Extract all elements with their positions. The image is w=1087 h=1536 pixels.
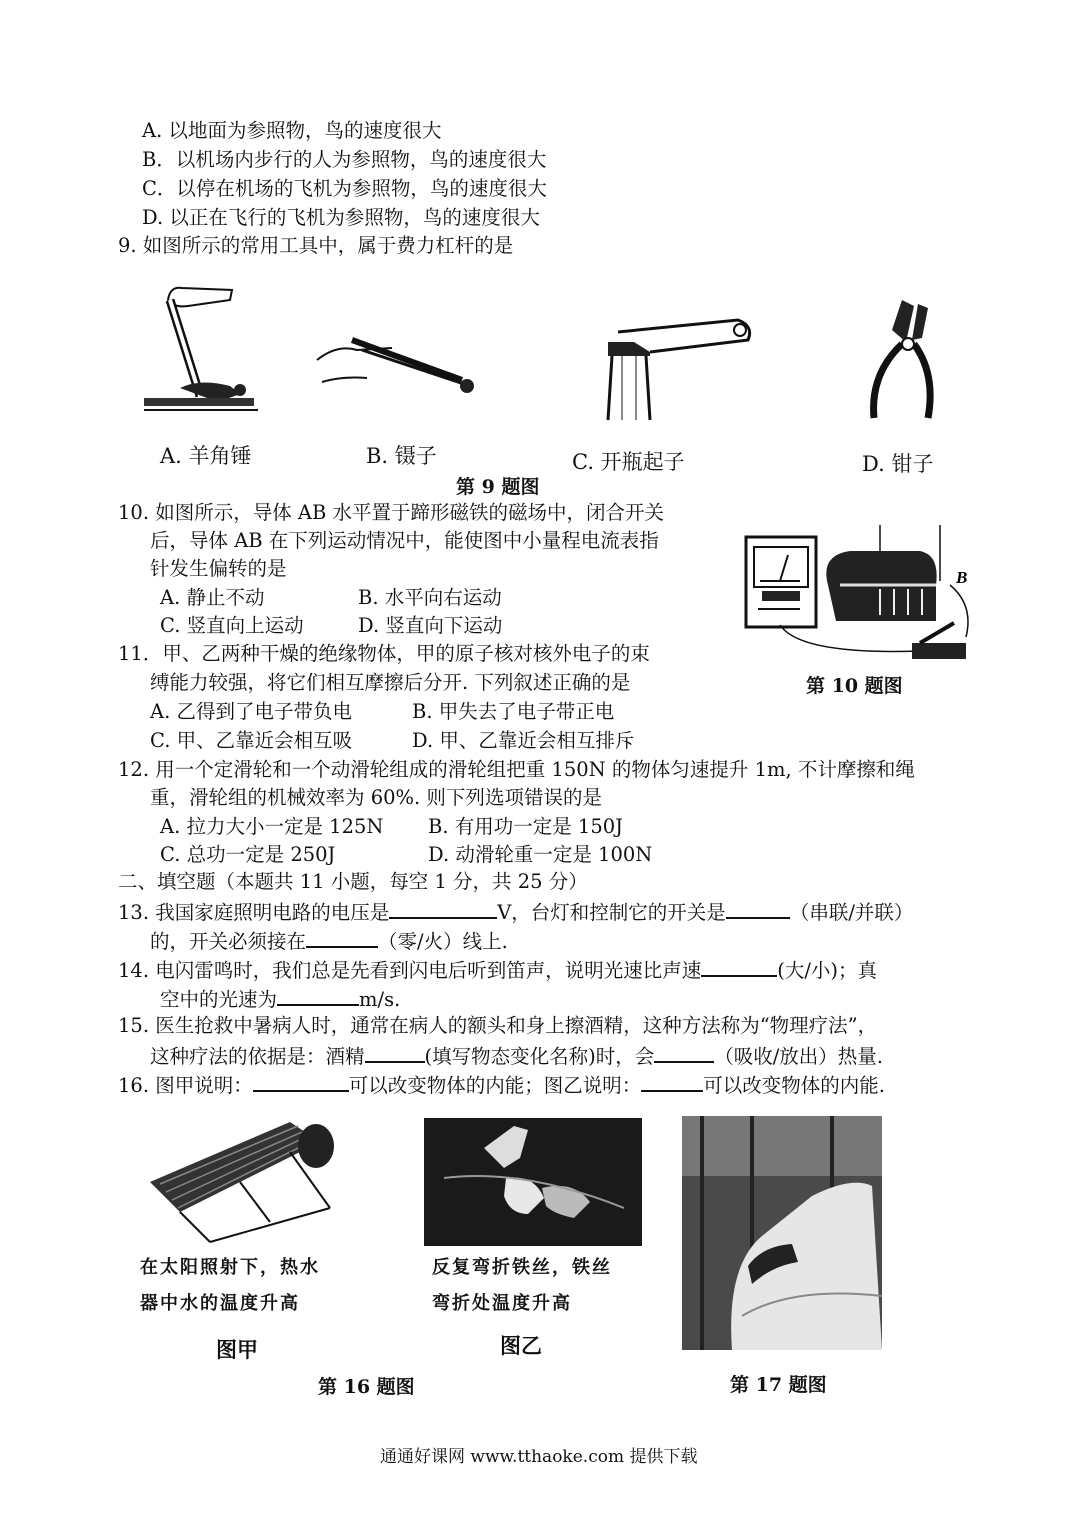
q17-caption: 第 17 题图 xyxy=(730,1374,827,1396)
q16-blank-1[interactable] xyxy=(253,1072,349,1092)
q13-blank-1[interactable] xyxy=(389,899,497,919)
q10-option-b: B. 水平向右运动 xyxy=(358,586,502,609)
q14-text-4: m/s. xyxy=(359,988,401,1011)
q9-label-d: D. 钳子 xyxy=(862,452,934,476)
q8-option-a: A. 以地面为参照物，鸟的速度很大 xyxy=(142,119,442,142)
q16-jia-label: 图甲 xyxy=(216,1337,258,1362)
page-footer: 通通好课网 www.tthaoke.com 提供下载 xyxy=(380,1447,698,1467)
hands-bending-wire-figure xyxy=(424,1118,642,1246)
q15-text-3: （吸收/放出）热量. xyxy=(714,1045,884,1068)
q13-line-2 xyxy=(150,928,508,954)
q13-text-5: （零/火）线上. xyxy=(378,930,508,953)
q10-option-a: A. 静止不动 xyxy=(160,586,265,609)
q16-caption: 第 16 题图 xyxy=(318,1376,415,1398)
fig10-label-b: B xyxy=(956,568,968,587)
q9-label-b: B. 镊子 xyxy=(366,444,437,468)
q9-stem: 9. 如图所示的常用工具中，属于费力杠杆的是 xyxy=(118,234,514,257)
section-2-heading: 二、填空题（本题共 11 小题，每空 1 分，共 25 分） xyxy=(118,870,588,893)
q15-line-1: 15. 医生抢救中暑病人时，通常在病人的额头和身上擦酒精，这种方法称为“物理疗法”， xyxy=(118,1014,878,1037)
q13-blank-3[interactable] xyxy=(306,928,378,948)
pliers-figure xyxy=(862,294,942,424)
q12-option-a: A. 拉力大小一定是 125N xyxy=(160,815,384,838)
q16-jia-text-2: 器中水的温度升高 xyxy=(140,1293,300,1314)
q12-stem-2: 重，滑轮组的机械效率为 60%. 则下列选项错误的是 xyxy=(150,786,602,809)
q15-blank-1[interactable] xyxy=(365,1043,425,1063)
q10-stem-1: 10. 如图所示，导体 AB 水平置于蹄形磁铁的磁场中，闭合开关 xyxy=(118,501,665,524)
solar-water-heater-figure xyxy=(140,1112,340,1252)
q11-option-a: A. 乙得到了电子带负电 xyxy=(150,700,352,723)
q16-jia-text-1: 在太阳照射下，热水 xyxy=(140,1257,320,1278)
q11-option-c: C. 甲、乙靠近会相互吸 xyxy=(150,729,353,752)
q14-text-1: 14. 电闪雷鸣时，我们总是先看到闪电后听到笛声，说明光速比声速 xyxy=(118,959,702,982)
q11-stem-1: 11．甲、乙两种干燥的绝缘物体，甲的原子核对核外电子的束 xyxy=(118,642,650,665)
q11-option-d: D. 甲、乙靠近会相互排斥 xyxy=(412,729,635,752)
q10-stem-3: 针发生偏转的是 xyxy=(150,557,287,580)
tweezers-figure xyxy=(312,320,487,400)
q13-text-2: V，台灯和控制它的开关是 xyxy=(497,901,726,924)
q14-text-3: 空中的光速为 xyxy=(160,988,278,1011)
train-figure xyxy=(682,1116,882,1350)
q14-line-1 xyxy=(118,957,877,983)
q16-yi-label: 图乙 xyxy=(500,1333,542,1358)
q16-text-3: 可以改变物体的内能. xyxy=(703,1074,885,1097)
q15-blank-2[interactable] xyxy=(654,1043,714,1063)
q16-text-1: 16. 图甲说明： xyxy=(118,1074,253,1097)
q10-caption: 第 10 题图 xyxy=(806,675,903,697)
q13-line-1 xyxy=(118,899,913,925)
q16-line xyxy=(118,1072,885,1098)
q8-option-b: B．以机场内步行的人为参照物，鸟的速度很大 xyxy=(142,148,547,171)
q10-stem-2: 后，导体 AB 在下列运动情况中，能使图中小量程电流表指 xyxy=(150,529,659,552)
q15-line-2 xyxy=(150,1043,883,1069)
q13-text-4: 的，开关必须接在 xyxy=(150,930,307,953)
q9-label-a: A. 羊角锤 xyxy=(160,444,252,468)
claw-hammer-figure xyxy=(140,278,270,418)
q8-option-c: C．以停在机场的飞机为参照物，鸟的速度很大 xyxy=(142,177,547,200)
high-speed-train-photo xyxy=(682,1116,882,1350)
q15-text-1: 这种疗法的依据是：酒精 xyxy=(150,1045,365,1068)
q12-option-d: D. 动滑轮重一定是 100N xyxy=(428,843,653,866)
q9-label-c: C. 开瓶起子 xyxy=(572,450,685,474)
magnet-circuit-figure xyxy=(740,525,980,665)
q12-option-b: B. 有用功一定是 150J xyxy=(428,815,623,838)
q12-stem-1: 12. 用一个定滑轮和一个动滑轮组成的滑轮组把重 150N 的物体匀速提升 1m, 不计摩擦和绳 xyxy=(118,758,915,781)
q16-blank-2[interactable] xyxy=(641,1072,703,1092)
q15-text-2: (填写物态变化名称)时，会 xyxy=(424,1045,655,1068)
q16-yi-text-2: 弯折处温度升高 xyxy=(432,1293,572,1314)
q13-blank-2[interactable] xyxy=(726,899,790,919)
q13-text-3: （串联/并联） xyxy=(789,901,914,924)
q8-option-d: D. 以正在飞行的飞机为参照物，鸟的速度很大 xyxy=(142,206,540,229)
q12-option-c: C. 总功一定是 250J xyxy=(160,843,336,866)
q10-option-c: C. 竖直向上运动 xyxy=(160,614,304,637)
q14-blank-1[interactable] xyxy=(701,957,777,977)
q14-blank-2[interactable] xyxy=(277,986,359,1006)
q11-option-b: B. 甲失去了电子带正电 xyxy=(412,700,615,723)
q10-option-d: D. 竖直向下运动 xyxy=(358,614,503,637)
bending-wire-photo xyxy=(424,1118,642,1246)
bottle-opener-figure xyxy=(598,312,758,422)
q13-text-1: 13. 我国家庭照明电路的电压是 xyxy=(118,901,390,924)
q9-caption: 第 9 题图 xyxy=(456,476,540,498)
q14-line-2 xyxy=(160,986,400,1012)
q16-text-2: 可以改变物体的内能；图乙说明： xyxy=(348,1074,642,1097)
q11-stem-2: 缚能力较强，将它们相互摩擦后分开. 下列叙述正确的是 xyxy=(150,671,631,694)
q14-text-2: (大/小)；真 xyxy=(777,959,878,982)
q16-yi-text-1: 反复弯折铁丝，铁丝 xyxy=(432,1257,612,1278)
